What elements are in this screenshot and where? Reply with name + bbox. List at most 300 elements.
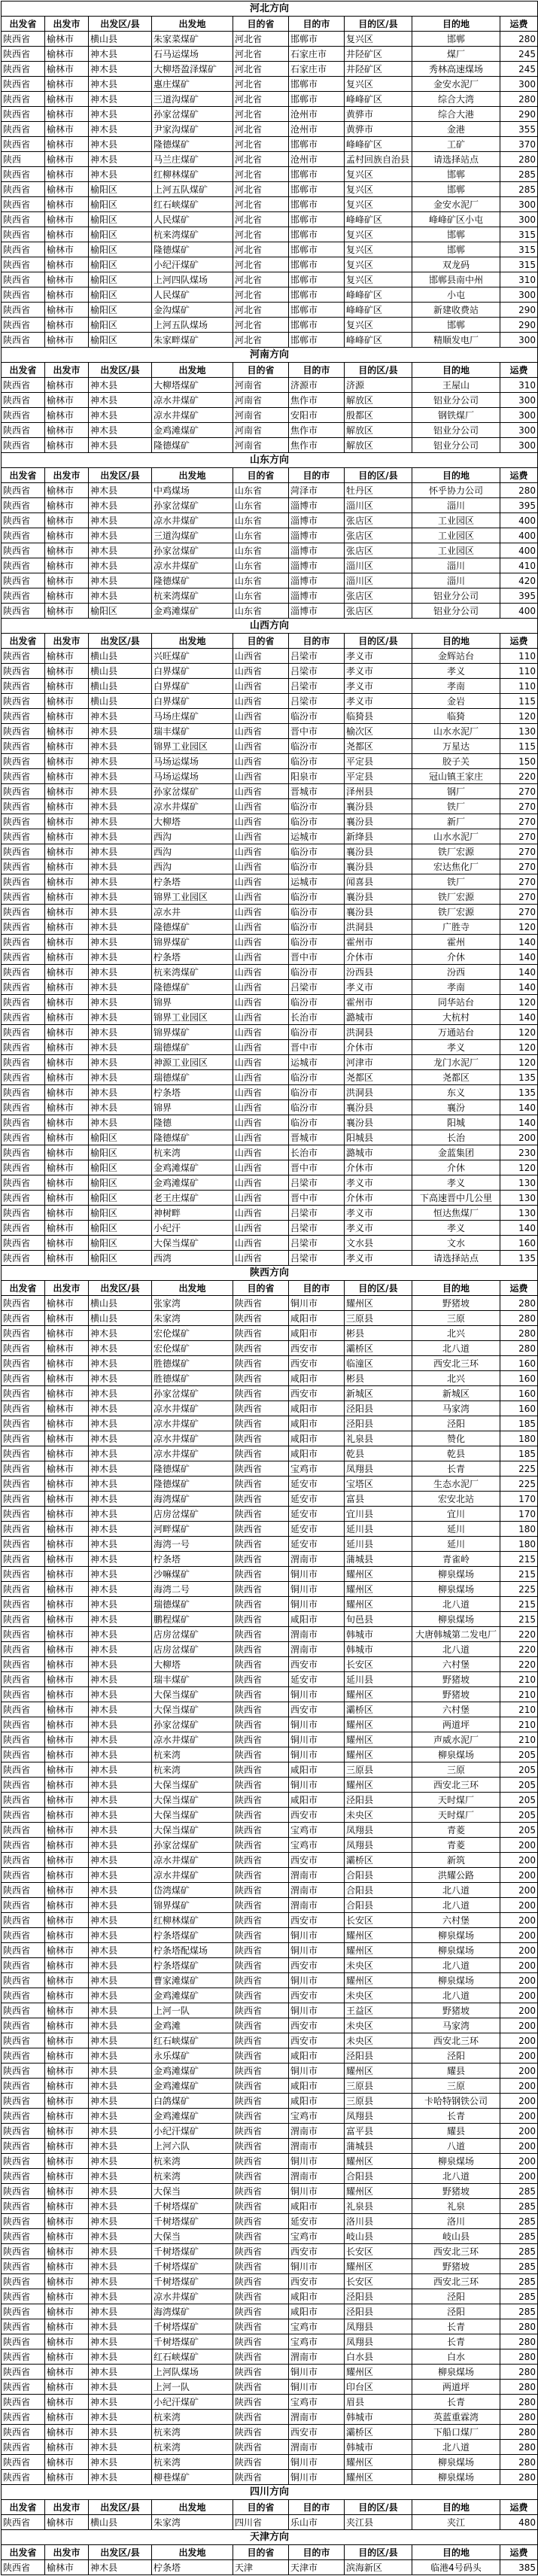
- table-cell: 耀州区: [345, 2184, 412, 2199]
- table-cell: 榆林市: [45, 1642, 89, 1657]
- table-row: [2, 950, 538, 965]
- table-cell: 汾西: [412, 965, 500, 980]
- table-cell: 红石峡煤矿: [152, 2033, 233, 2048]
- table-cell: 神木县: [89, 1492, 152, 1507]
- freight-rate-table-body: [2, 2, 538, 2575]
- table-cell: 延川: [412, 1537, 500, 1552]
- table-row: [2, 784, 538, 799]
- table-cell: 红柳林煤矿: [152, 1913, 233, 1928]
- table-cell: 铜川市: [289, 1778, 345, 1793]
- table-cell: 邯郸市: [289, 197, 345, 212]
- table-cell: 复兴区: [345, 242, 412, 257]
- table-cell: 铜川市: [289, 1717, 345, 1732]
- table-cell: 陕西省: [2, 62, 45, 77]
- table-cell: 恒达焦煤厂: [412, 1206, 500, 1221]
- table-cell: 陕西省: [233, 1582, 289, 1597]
- table-cell: 215: [500, 1612, 538, 1627]
- table-cell: 神木县: [89, 2455, 152, 2470]
- table-cell: 闻喜县: [345, 874, 412, 890]
- table-cell: 解放区: [345, 423, 412, 438]
- table-cell: 神木县: [89, 1988, 152, 2003]
- table-cell: 神木县: [89, 1732, 152, 1747]
- table-cell: 临汾市: [289, 754, 345, 769]
- table-cell: 榆林市: [45, 739, 89, 754]
- table-cell: 淄川: [412, 558, 500, 573]
- table-cell: 马场运煤场: [152, 754, 233, 769]
- table-cell: 榆阳区: [89, 604, 152, 619]
- table-cell: 榆林市: [45, 1055, 89, 1070]
- table-cell: 大唐韩城第二发电厂: [412, 1627, 500, 1642]
- table-row: [2, 1687, 538, 1702]
- table-cell: 神木县: [89, 1552, 152, 1567]
- table-row: [2, 2079, 538, 2094]
- table-cell: 铜川市: [289, 2064, 345, 2079]
- table-cell: 神木县: [89, 1416, 152, 1431]
- table-cell: 陕西省: [2, 1236, 45, 1251]
- table-cell: 白水: [412, 2349, 500, 2365]
- table-cell: 金港: [412, 122, 500, 137]
- table-cell: 神木县: [89, 2440, 152, 2455]
- table-cell: 陕西省: [233, 2229, 289, 2244]
- table-cell: 铜川市: [289, 2184, 345, 2199]
- table-cell: 西安市: [289, 1913, 345, 1928]
- table-cell: 榆阳区: [89, 1251, 152, 1266]
- table-row: [2, 874, 538, 890]
- table-row: [2, 649, 538, 664]
- table-cell: 上河六队: [152, 2139, 233, 2154]
- table-cell: 吕梁市: [289, 679, 345, 694]
- table-row: [2, 1431, 538, 1446]
- table-cell: 280: [500, 2395, 538, 2410]
- table-cell: 神木县: [89, 1793, 152, 1808]
- table-cell: 160: [500, 1371, 538, 1386]
- table-cell: 神木县: [89, 2334, 152, 2349]
- table-cell: 陕西省: [2, 242, 45, 257]
- table-cell: 215: [500, 1567, 538, 1582]
- table-cell: 潞城市: [345, 1145, 412, 1160]
- table-cell: 临汾市: [289, 799, 345, 814]
- table-cell: 215: [500, 1597, 538, 1612]
- table-cell: 神木县: [89, 2094, 152, 2109]
- table-cell: 耀州区: [345, 1687, 412, 1702]
- column-header: 出发省: [2, 17, 45, 32]
- table-cell: 135: [500, 1070, 538, 1085]
- table-row: [2, 588, 538, 604]
- table-cell: 榆林市: [45, 1537, 89, 1552]
- table-cell: 长青: [412, 2319, 500, 2334]
- table-cell: 神木县: [89, 1702, 152, 1717]
- table-cell: 山西省: [233, 814, 289, 829]
- table-cell: 黄骅市: [345, 122, 412, 137]
- table-cell: 山西省: [233, 1010, 289, 1025]
- table-row: [2, 1778, 538, 1793]
- table-cell: 洪洞县: [345, 1025, 412, 1040]
- table-cell: 榆林市: [45, 197, 89, 212]
- table-cell: 榆林市: [45, 2139, 89, 2154]
- table-cell: 陕西省: [233, 2048, 289, 2064]
- table-cell: 200: [500, 2003, 538, 2018]
- table-cell: 凤翔县: [345, 2319, 412, 2334]
- table-row: [2, 2274, 538, 2289]
- table-cell: 富县: [345, 1492, 412, 1507]
- table-cell: 陕西省: [2, 318, 45, 333]
- table-cell: 神木县: [89, 2124, 152, 2139]
- table-cell: 神木县: [89, 438, 152, 453]
- table-cell: 300: [500, 197, 538, 212]
- table-row: [2, 724, 538, 739]
- table-cell: 神木县: [89, 423, 152, 438]
- table-cell: 200: [500, 1928, 538, 1943]
- table-row: [2, 47, 538, 62]
- table-cell: 介休市: [345, 1040, 412, 1055]
- table-cell: 新城区: [345, 1386, 412, 1401]
- table-cell: 陕西省: [2, 890, 45, 905]
- table-cell: 临汾市: [289, 844, 345, 859]
- table-cell: 尧都区: [345, 1070, 412, 1085]
- table-cell: 陕西省: [233, 1627, 289, 1642]
- table-cell: 陕西省: [2, 649, 45, 664]
- table-cell: 耀州区: [345, 1597, 412, 1612]
- table-cell: 陕西省: [2, 1326, 45, 1341]
- table-cell: 神木县: [89, 1657, 152, 1672]
- table-cell: 临潼区: [345, 1356, 412, 1371]
- table-cell: 陕西省: [2, 950, 45, 965]
- table-cell: 神木县: [89, 2304, 152, 2319]
- table-cell: 朱家湾: [152, 2515, 233, 2530]
- table-cell: 襄汾县: [345, 844, 412, 859]
- table-cell: 400: [500, 543, 538, 558]
- table-cell: 西沟: [152, 829, 233, 844]
- table-cell: 陕西省: [233, 2455, 289, 2470]
- table-cell: 瑞德煤矿: [152, 1597, 233, 1612]
- table-row: [2, 2124, 538, 2139]
- table-cell: 陕西省: [233, 2124, 289, 2139]
- table-cell: 270: [500, 799, 538, 814]
- table-cell: 榆阳区: [89, 1175, 152, 1191]
- table-cell: 咸阳市: [289, 1612, 345, 1627]
- column-header: 目的市: [289, 17, 345, 32]
- table-cell: 陕西省: [2, 1853, 45, 1868]
- table-cell: 山西省: [233, 664, 289, 679]
- table-cell: 邯郸市: [289, 272, 345, 287]
- table-cell: 陕西省: [2, 1145, 45, 1160]
- table-cell: 北八道: [412, 2440, 500, 2455]
- table-row: [2, 2259, 538, 2274]
- header-row: [2, 2545, 538, 2560]
- table-cell: 神木县: [89, 1762, 152, 1778]
- table-cell: 临汾市: [289, 995, 345, 1010]
- table-cell: 孝南: [412, 980, 500, 995]
- table-cell: 北八道: [412, 1597, 500, 1612]
- table-cell: 凤翔县: [345, 2334, 412, 2349]
- table-cell: 130: [500, 1175, 538, 1191]
- table-cell: 300: [500, 333, 538, 348]
- table-cell: 乾县: [412, 1446, 500, 1461]
- table-cell: 邯郸市: [289, 287, 345, 303]
- table-cell: 潞城市: [345, 1010, 412, 1025]
- table-cell: 英蓝重霖湾: [412, 2410, 500, 2425]
- table-cell: 150: [500, 754, 538, 769]
- table-cell: 陕西省: [233, 1386, 289, 1401]
- table-cell: 神木县: [89, 107, 152, 122]
- table-cell: 胶子关: [412, 754, 500, 769]
- table-cell: 柳泉煤场: [412, 1928, 500, 1943]
- table-row: [2, 709, 538, 724]
- table-cell: 凉水井煤矿: [152, 1868, 233, 1883]
- table-cell: 西安北三环: [412, 1356, 500, 1371]
- table-cell: 大保当煤矿: [152, 1778, 233, 1793]
- table-cell: 280: [500, 2425, 538, 2440]
- table-cell: 河北省: [233, 242, 289, 257]
- table-cell: 陕西省: [233, 1988, 289, 2003]
- table-cell: 汾西县: [345, 965, 412, 980]
- table-row: [2, 1070, 538, 1085]
- table-cell: 山西省: [233, 1145, 289, 1160]
- table-cell: 彬县: [345, 1326, 412, 1341]
- table-cell: 晋城市: [289, 784, 345, 799]
- table-cell: 陕西省: [2, 528, 45, 543]
- table-cell: 280: [500, 2380, 538, 2395]
- table-cell: 神木县: [89, 1973, 152, 1988]
- table-cell: 西安市: [289, 1657, 345, 1672]
- table-cell: 大杭村: [412, 1010, 500, 1025]
- table-row: [2, 2214, 538, 2229]
- table-cell: 礼泉: [412, 2199, 500, 2214]
- table-cell: 铝业分公司: [412, 423, 500, 438]
- table-cell: 眉县: [345, 2395, 412, 2410]
- table-cell: 榆林市: [45, 664, 89, 679]
- table-cell: 海湾煤矿: [152, 2304, 233, 2319]
- table-cell: 神木县: [89, 2184, 152, 2199]
- header-row: [2, 2500, 538, 2515]
- section-title-row: [2, 453, 538, 468]
- table-cell: 陕西省: [2, 2395, 45, 2410]
- table-cell: 耀州区: [345, 1943, 412, 1958]
- table-cell: 咸阳市: [289, 1793, 345, 1808]
- table-cell: 河北省: [233, 167, 289, 182]
- table-cell: 榆林市: [45, 2079, 89, 2094]
- table-cell: 钢厂: [412, 784, 500, 799]
- table-cell: 长青: [412, 2395, 500, 2410]
- freight-rate-table: [1, 1, 538, 2575]
- table-row: [2, 1326, 538, 1341]
- table-cell: 陕西省: [2, 1446, 45, 1461]
- table-cell: 陕西省: [2, 679, 45, 694]
- table-cell: 临汾市: [289, 935, 345, 950]
- column-header: 运费: [500, 17, 538, 32]
- column-header: 目的地: [412, 468, 500, 483]
- table-cell: 陕西省: [233, 2470, 289, 2485]
- table-cell: 北八道: [412, 1642, 500, 1657]
- table-cell: 榆林市: [45, 257, 89, 272]
- table-cell: 渭南市: [289, 1627, 345, 1642]
- table-cell: 柳泉煤场: [412, 2455, 500, 2470]
- table-cell: 耀州区: [345, 1296, 412, 1311]
- table-cell: 临汾市: [289, 814, 345, 829]
- table-row: [2, 1808, 538, 1823]
- table-row: [2, 965, 538, 980]
- table-cell: 洪耀公路: [412, 1868, 500, 1883]
- table-cell: 平定县: [345, 769, 412, 784]
- table-cell: 榆林市: [45, 47, 89, 62]
- table-cell: 白界煤矿: [152, 679, 233, 694]
- column-header: 出发区/县: [89, 363, 152, 378]
- table-cell: 陕西省: [2, 1928, 45, 1943]
- table-cell: 榆林市: [45, 2064, 89, 2079]
- table-cell: 陕西省: [2, 1883, 45, 1898]
- table-cell: 山水水泥厂: [412, 724, 500, 739]
- table-cell: 陕西省: [233, 1326, 289, 1341]
- table-cell: 山水水泥厂: [412, 829, 500, 844]
- table-cell: 神木县: [89, 1913, 152, 1928]
- table-cell: 205: [500, 1808, 538, 1823]
- table-cell: 山西省: [233, 1040, 289, 1055]
- table-cell: 张店区: [345, 528, 412, 543]
- table-cell: 河北省: [233, 122, 289, 137]
- table-cell: 孙家岔煤矿: [152, 1386, 233, 1401]
- table-cell: 北兴: [412, 1371, 500, 1386]
- table-cell: 榆林市: [45, 920, 89, 935]
- table-cell: 八道: [412, 2139, 500, 2154]
- table-cell: 复兴区: [345, 227, 412, 242]
- table-cell: 480: [500, 2515, 538, 2530]
- table-row: [2, 1762, 538, 1778]
- column-header: 目的市: [289, 2500, 345, 2515]
- header-row: [2, 17, 538, 32]
- table-cell: 马兰庄煤矿: [152, 152, 233, 167]
- table-cell: 河南省: [233, 423, 289, 438]
- table-cell: 凉水井煤矿: [152, 1446, 233, 1461]
- table-cell: 横山县: [89, 694, 152, 709]
- table-cell: 280: [500, 1311, 538, 1326]
- table-cell: 两道坪: [412, 2380, 500, 2395]
- table-cell: 铁厂宏源: [412, 905, 500, 920]
- table-cell: 人民煤矿: [152, 212, 233, 227]
- table-cell: 上河一队: [152, 2003, 233, 2018]
- table-cell: 神木县: [89, 754, 152, 769]
- table-cell: 河北省: [233, 212, 289, 227]
- table-cell: 铝业分公司: [412, 604, 500, 619]
- table-cell: 神木县: [89, 1612, 152, 1627]
- table-cell: 横山县: [89, 649, 152, 664]
- table-cell: 铜川市: [289, 1687, 345, 1702]
- table-cell: 陕西省: [2, 2259, 45, 2274]
- table-row: [2, 2319, 538, 2334]
- table-cell: 红柳林煤矿: [152, 167, 233, 182]
- table-cell: 陕西省: [2, 2274, 45, 2289]
- table-cell: 陕西省: [233, 1537, 289, 1552]
- table-cell: 270: [500, 859, 538, 874]
- table-cell: 榆林市: [45, 77, 89, 92]
- table-cell: 陕西省: [2, 1311, 45, 1326]
- table-cell: 陕西省: [2, 1627, 45, 1642]
- table-cell: 山西省: [233, 1175, 289, 1191]
- table-cell: 神木县: [89, 1326, 152, 1341]
- table-cell: 淄博市: [289, 513, 345, 528]
- table-cell: 长安区: [345, 2274, 412, 2289]
- table-cell: 横山县: [89, 32, 152, 47]
- table-cell: 285: [500, 2304, 538, 2319]
- table-row: [2, 558, 538, 573]
- section-title: 山西方向: [2, 619, 538, 634]
- table-cell: 渭南市: [289, 2349, 345, 2365]
- column-header: 目的地: [412, 2500, 500, 2515]
- table-row: [2, 1100, 538, 1115]
- section-title-row: [2, 619, 538, 634]
- table-cell: 榆次区: [345, 724, 412, 739]
- table-cell: 神木县: [89, 980, 152, 995]
- table-cell: 陕西省: [2, 1823, 45, 1838]
- table-cell: 新城区: [412, 1386, 500, 1401]
- table-cell: 峰峰矿区: [345, 92, 412, 107]
- table-cell: 山西省: [233, 965, 289, 980]
- table-cell: 襄汾县: [345, 890, 412, 905]
- table-cell: 延安市: [289, 1477, 345, 1492]
- table-row: [2, 1251, 538, 1266]
- table-cell: 阳泉市: [289, 769, 345, 784]
- table-cell: 杭来湾: [152, 2169, 233, 2184]
- table-cell: 河南省: [233, 438, 289, 453]
- table-cell: 龙门水泥厂: [412, 1055, 500, 1070]
- table-cell: 225: [500, 1477, 538, 1492]
- table-cell: 铜川市: [289, 2003, 345, 2018]
- table-cell: 陕西省: [233, 1401, 289, 1416]
- table-cell: 长治: [412, 1130, 500, 1145]
- table-cell: 榆林市: [45, 754, 89, 769]
- table-cell: 300: [500, 438, 538, 453]
- table-cell: 陕西省: [2, 1537, 45, 1552]
- column-header: 出发市: [45, 468, 89, 483]
- table-cell: 复兴区: [345, 272, 412, 287]
- table-row: [2, 1537, 538, 1552]
- table-cell: 280: [500, 152, 538, 167]
- table-cell: 神木县: [89, 1883, 152, 1898]
- table-cell: 金鸡滩煤矿: [152, 2079, 233, 2094]
- table-cell: 新建收费站: [412, 303, 500, 318]
- table-cell: 霍州市: [345, 995, 412, 1010]
- table-cell: 200: [500, 2124, 538, 2139]
- table-cell: 榆阳区: [89, 1206, 152, 1221]
- table-cell: 延安市: [289, 1492, 345, 1507]
- table-row: [2, 1793, 538, 1808]
- table-row: [2, 2094, 538, 2109]
- table-cell: 柠条塔配煤场: [152, 1943, 233, 1958]
- table-cell: 野猪坡: [412, 1672, 500, 1687]
- table-cell: 张家湾: [152, 1296, 233, 1311]
- table-cell: 榆阳区: [89, 197, 152, 212]
- column-header: 目的省: [233, 634, 289, 649]
- table-cell: 铜川市: [289, 1973, 345, 1988]
- table-cell: 神木县: [89, 1507, 152, 1522]
- table-cell: 陕西省: [2, 1206, 45, 1221]
- table-row: [2, 1236, 538, 1251]
- table-cell: 海湾二号: [152, 1582, 233, 1597]
- table-cell: 神木县: [89, 528, 152, 543]
- table-row: [2, 799, 538, 814]
- table-cell: 生态水泥厂: [412, 1477, 500, 1492]
- table-cell: 山东省: [233, 543, 289, 558]
- table-cell: 未央区: [345, 1988, 412, 2003]
- table-cell: 晋中市: [289, 724, 345, 739]
- table-cell: 西安市: [289, 2274, 345, 2289]
- table-cell: 榆林市: [45, 107, 89, 122]
- table-cell: 榆林市: [45, 513, 89, 528]
- table-cell: 介休: [412, 1160, 500, 1175]
- table-cell: 陕西省: [233, 1702, 289, 1717]
- table-cell: 120: [500, 1025, 538, 1040]
- table-cell: 280: [500, 2440, 538, 2455]
- table-cell: 西安市: [289, 1341, 345, 1356]
